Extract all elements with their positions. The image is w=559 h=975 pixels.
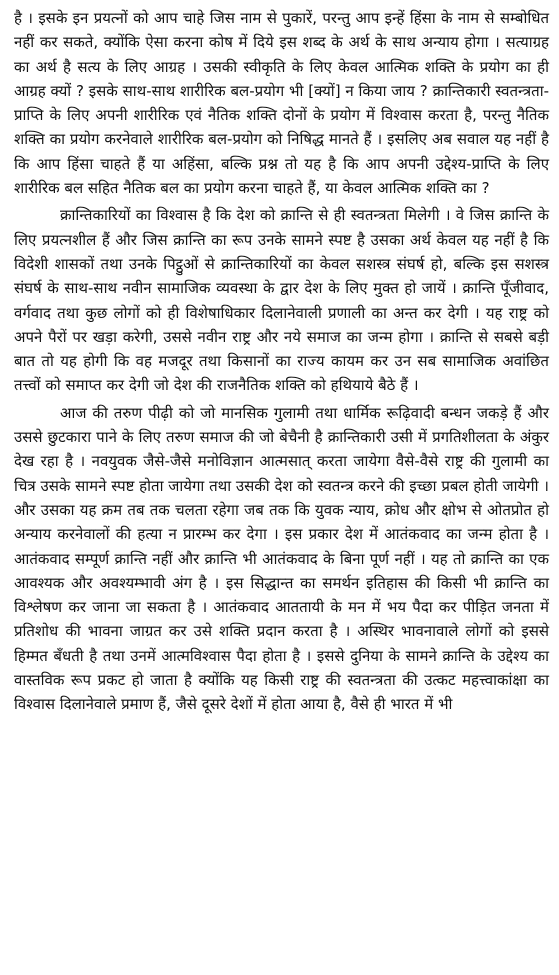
paragraph-nonviolence-debate: है । इसके इन प्रयत्नों को आप चाहे जिस नाम से पुकारें, परन्तु आप इन्हें हिंसा के नाम से सम्बोधित नहीं कर सकते, क्योंकि ऐसा करना कोष में दिये इस शब्द के अर्थ के साथ अन्याय होगा । सत्याग्रह का अर्थ है सत्य के लिए आग्रह । उसकी स्वीकृति के लिए केवल आत्मिक शक्ति के प्रयोग का ही आग्रह क्यों ? इसके साथ-साथ शारीरिक बल-प्रयोग भी [क्यों] न किया जाय ? क्रान्तिकारी स्वतन्त्रता-प्राप्ति के लिए अपनी शारीरिक एवं नैतिक शक्ति दोनों के प्रयोग में विश्वास करता है, परन्तु नैतिक शक्ति का प्रयोग करनेवाले शारीरिक बल-प्रयोग को निषिद्ध मानते हैं । इसलिए अब सवाल यह नहीं है कि आप हिंसा चाहते हैं या अहिंसा, बल्कि प्रश्न तो यह है कि आप अपनी उद्देश्य-प्राप्ति के लिए शारीरिक बल सहित नैतिक बल का प्रयोग करना चाहते हैं, या केवल आत्मिक शक्ति का ?: [14, 9, 549, 198]
paragraph-youth-and-terrorism: आज की तरुण पीढ़ी को जो मानसिक गुलामी तथा धार्मिक रूढ़िवादी बन्धन जकड़े हैं और उससे छुटकारा पाने के लिए तरुण समाज की जो बेचैनी है क्रान्तिकारी उसी में प्रगतिशीलता के अंकुर देख रहा है । नवयुवक जैसे-जैसे मनोविज्ञान आत्मसात् करता जायेगा वैसे-वैसे राष्ट्र की गुलामी का चित्र उसके सामने स्पष्ट होता जायेगा तथा उसकी देश को स्वतन्त्र करने की इच्छा प्रबल होती जायेगी । और उसका यह क्रम तब तक चलता रहेगा जब तक कि युवक न्याय, क्रोध और क्षोभ से ओतप्रोत हो अन्याय करनेवालों की हत्या न प्रारम्भ कर देगा । इस प्रकार देश में आतंकवाद का जन्म होता है । आतंकवाद सम्पूर्ण क्रान्ति नहीं और क्रान्ति भी आतंकवाद के बिना पूर्ण नहीं । यह तो क्रान्ति का एक आवश्यक और अवश्यम्भावी अंग है । इस सिद्धान्त का समर्थन इतिहास की किसी भी क्रान्ति का विश्लेषण कर जाना जा सकता है । आतंकवाद आततायी के मन में भय पैदा कर पीड़ित जनता में प्रतिशोध की भावना जाग्रत कर उसे शक्ति प्रदान करता है । अस्थिर भावनावाले लोगों को इससे हिम्मत बँधती है तथा उनमें आत्मविश्वास पैदा होता है । इससे दुनिया के सामने क्रान्ति के उद्देश्य का वास्तविक रूप प्रकट हो जाता है क्योंकि यह किसी राष्ट्र की स्वतन्त्रता की उत्कट महत्त्वाकांक्षा का विश्वास दिलानेवाले प्रमाण हैं, जैसे दूसरे देशों में होता आया है, वैसे ही भारत में भी: [14, 403, 549, 714]
paragraph-revolutionary-belief: क्रान्तिकारियों का विश्वास है कि देश को क्रान्ति से ही स्वतन्त्रता मिलेगी । वे जिस क्रान्ति के लिए प्रयत्नशील हैं और जिस क्रान्ति का रूप उनके सामने स्पष्ट है उसका अर्थ केवल यह नहीं है कि विदेशी शासकों तथा उनके पिट्ठुओं से क्रान्तिकारियों का केवल सशस्त्र संघर्ष हो, बल्कि इस सशस्त्र संघर्ष के साथ-साथ नवीन सामाजिक व्यवस्था के द्वार देश के लिए मुक्त हो जायें । क्रान्ति पूँजीवाद, वर्गवाद तथा कुछ लोगों को ही विशेषाधिकार दिलानेवाली प्रणाली का अन्त कर देगी । यह राष्ट्र को अपने पैरों पर खड़ा करेगी, उससे नवीन राष्ट्र और नये समाज का जन्म होगा । क्रान्ति से सबसे बड़ी बात तो यह होगी कि वह मजदूर तथा किसानों का राज्य कायम कर उन सब सामाजिक अवांछित तत्त्वों को समाप्त कर देगी जो देश की राजनैतिक शक्ति को हथियाये बैठे हैं ।: [14, 206, 549, 395]
